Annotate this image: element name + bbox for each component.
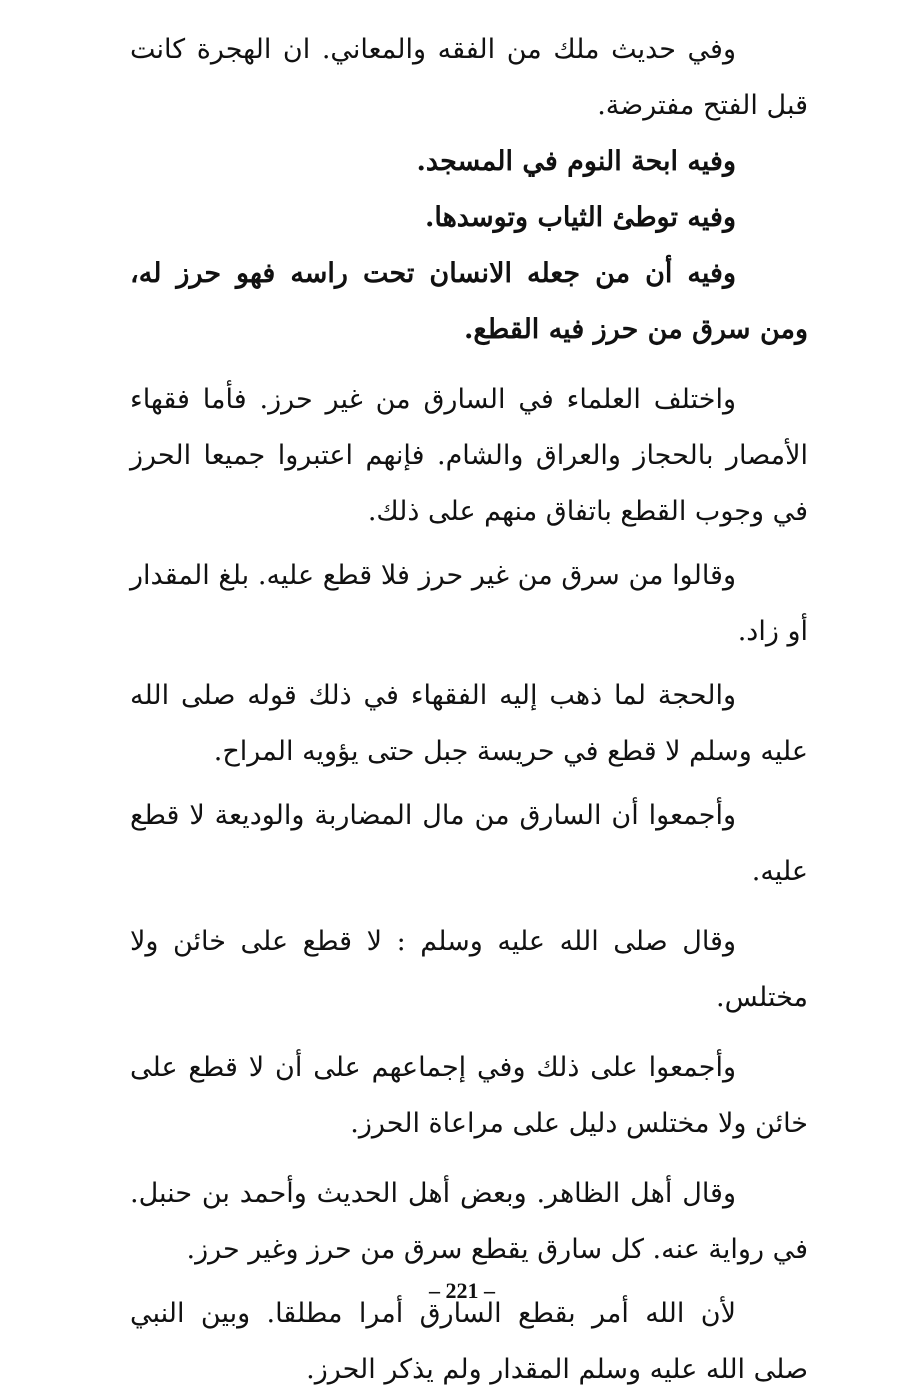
paragraph-evidence: والحجة لما ذهب إليه الفقهاء في ذلك قوله صلى الله عليه وسلم لا قطع في حريسة جبل حتى يؤويه المراح. — [130, 680, 808, 767]
paragraph-hijra: وفي حديث ملك من الفقه والمعاني. ان الهجرة كانت قبل الفتح مفترضة. — [130, 34, 808, 121]
spacer — [130, 900, 808, 914]
paragraph-scholars-differ: واختلف العلماء في السارق من غير حرز. فأما فقهاء الأمصار بالحجاز والعراق والشام. فإنهم اعتبروا جميعا الحرز في وجوب القطع باتفاق منهم على ذلك. — [130, 384, 808, 527]
paragraph-traitor: وقال صلى الله عليه وسلم : لا قطع على خائن ولا مختلس. — [130, 926, 808, 1013]
paragraph-mudaraba: وأجمعوا أن السارق من مال المضاربة والوديعة لا قطع عليه. — [130, 800, 808, 887]
paragraph-zahiri: وقال أهل الظاهر. وبعض أهل الحديث وأحمد بن حنبل. في رواية عنه. كل سارق يقطع سرق من حرز وغير حرز. — [130, 1178, 808, 1265]
paragraph-consensus: وأجمعوا على ذلك وفي إجماعهم على أن لا قطع على خائن ولا مختلس دليل على مراعاة الحرز. — [130, 1052, 808, 1139]
paragraph-sleep-mosque: وفيه ابحة النوم في المسجد. — [416, 146, 736, 177]
paragraph-hirz-head: وفيه أن من جعله الانسان تحت راسه فهو حرز له، ومن سرق من حرز فيه القطع. — [130, 258, 808, 345]
paragraph-no-hirz-no-cut: وقالوا من سرق من غير حرز فلا قطع عليه. بلغ المقدار أو زاد. — [130, 560, 808, 647]
spacer — [130, 780, 808, 788]
page-number: – 221 – — [429, 1278, 495, 1303]
spacer — [130, 1152, 808, 1166]
paragraph-absolute-command: لأن الله أمر بقطع السارق أمرا مطلقا. وبين النبي صلى الله عليه وسلم المقدار ولم يذكر الحرز. — [130, 1298, 808, 1385]
page-text — [130, 22, 808, 1398]
spacer — [130, 358, 808, 372]
spacer — [130, 1026, 808, 1040]
spacer — [130, 540, 808, 548]
spacer — [130, 660, 808, 668]
paragraph-garments: وفيه توطئ الثياب وتوسدها. — [424, 202, 736, 233]
